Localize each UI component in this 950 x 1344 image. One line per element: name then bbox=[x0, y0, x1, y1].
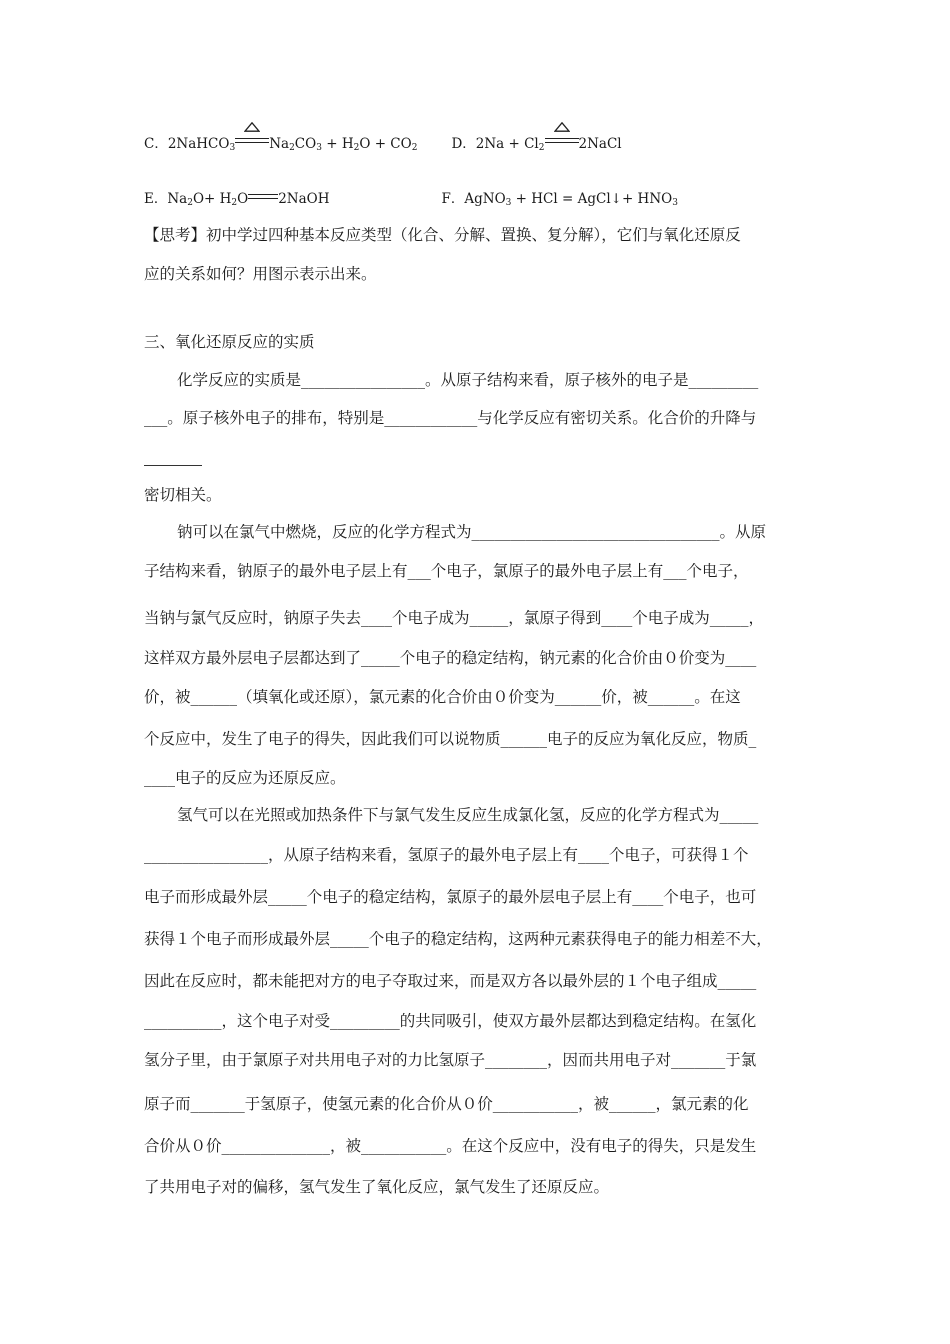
equation-row-cd bbox=[144, 134, 814, 154]
body-line: 电子而形成最外层_____个电子的稳定结构，氯原子的最外层电子层上有____个电子，也可 bbox=[144, 888, 757, 906]
body-line: 获得１个电子而形成最外层_____个电子的稳定结构，这两种元素获得电子的能力相差不大， bbox=[144, 930, 772, 948]
body-line: 氢分子里，由于氯原子对共用电子对的力比氢原子________，因而共用电子对_______于氯 bbox=[144, 1051, 757, 1069]
body-line: 密切相关。 bbox=[144, 486, 222, 504]
body-line: 子结构来看，钠原子的最外电子层上有___个电子，氯原子的最外电子层上有___个电子， bbox=[144, 562, 749, 580]
body-line: ____电子的反应为还原反应。 bbox=[144, 769, 346, 787]
body-line: 这样双方最外层电子层都达到了_____个电子的稳定结构，钠元素的化合价由０价变为____ bbox=[144, 649, 757, 667]
body-line: 了共用电子对的偏移，氢气发生了氧化反应，氯气发生了还原反应。 bbox=[144, 1178, 610, 1196]
body-line: 因此在反应时，都未能把对方的电子夺取过来，而是双方各以最外层的１个电子组成_____ bbox=[144, 972, 757, 990]
body-line: 化学反应的实质是________________。从原子结构来看，原子核外的电子是_________ bbox=[177, 371, 759, 389]
fill-blank-line bbox=[144, 465, 202, 466]
body-line: 个反应中，发生了电子的得失，因此我们可以说物质______电子的反应为氧化反应，物质_ bbox=[144, 730, 757, 748]
body-line: 价，被______（填氧化或还原），氯元素的化合价由０价变为______价，被______。在这 bbox=[144, 688, 741, 706]
equation-d: D．$2Na + Cl_2$ 2NaCl bbox=[451, 136, 621, 152]
body-line: 原子而_______于氢原子，使氢元素的化合价从０价___________，被______，氯元素的化 bbox=[144, 1095, 749, 1113]
body-line: 钠可以在氯气中燃烧，反应的化学方程式为________________________________。从原 bbox=[177, 523, 767, 541]
heat-equals-sign bbox=[545, 135, 579, 147]
body-line: 氢气可以在光照或加热条件下与氯气发生反应生成氯化氢，反应的化学方程式为_____ bbox=[177, 806, 759, 824]
equals-sign bbox=[248, 192, 278, 202]
think-line-1: 【思考】初中学过四种基本反应类型（化合、分解、置换、复分解），它们与氧化还原反 bbox=[144, 226, 741, 244]
body-line: 合价从０价______________，被___________。在这个反应中，没有电子的得失，只是发生 bbox=[144, 1137, 757, 1155]
equation-row-ef bbox=[144, 189, 814, 209]
body-line: ___。原子核外电子的排布，特别是____________与化学反应有密切关系。化合价的升降与 bbox=[144, 409, 757, 427]
body-line: __________，这个电子对受_________的共同吸引，使双方最外层都达到稳定结构。在氢化 bbox=[144, 1012, 757, 1030]
body-line: 当钠与氯气反应时，钠原子失去____个电子成为_____，氯原子得到____个电子成为_____， bbox=[144, 609, 765, 627]
body-line: ________________，从原子结构来看，氢原子的最外电子层上有____个电子，可获得１个 bbox=[144, 846, 749, 864]
equation-c: C．2NaHCO$_3$ $Na_2CO_3 + H_2O + CO_2$ bbox=[144, 136, 417, 152]
section-heading: 三、氧化还原反应的实质 bbox=[144, 333, 315, 351]
equation-e: E．$Na_2O+ H_2O$ 2NaOH bbox=[144, 191, 330, 208]
heat-equals-sign bbox=[235, 135, 269, 147]
equation-f: F．AgNO$_3$ + HCl = AgCl↓+ $HNO_3$ bbox=[441, 191, 678, 208]
think-tag: 【思考】 bbox=[144, 226, 207, 244]
think-line-2: 应的关系如何？用图示表示出来。 bbox=[144, 265, 377, 283]
